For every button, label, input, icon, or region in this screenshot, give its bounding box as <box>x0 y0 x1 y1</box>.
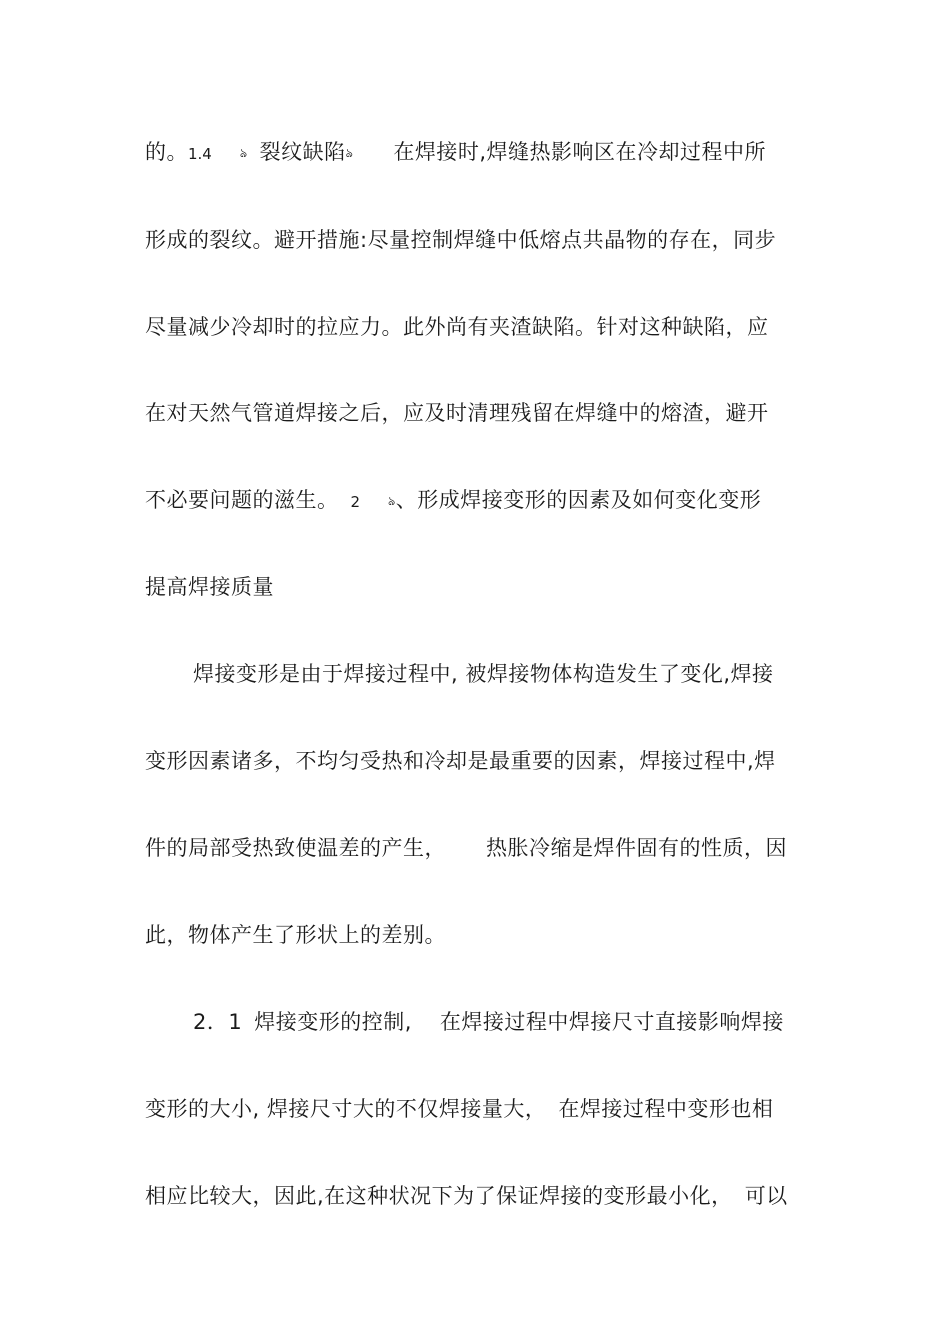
text-line-2 <box>145 220 810 260</box>
text-line-9 <box>145 828 810 868</box>
section-number: 2．1 <box>193 1010 243 1034</box>
section-heading: 、形成焊接变形的因素及如何变化变形 <box>395 488 762 512</box>
text-segment: 在对天然气管道焊接之后，应及时清理残留在焊缝中的熔渣，避开 <box>145 401 769 425</box>
text-segment: 件的局部受热致使温差的产生， <box>145 836 446 860</box>
bullet-glyph: ঌ <box>239 146 248 160</box>
text-segment: 此，物体产生了形状上的差别。 <box>145 923 446 947</box>
section-number: 1.4 <box>188 145 212 163</box>
text-line-12 <box>145 1089 810 1129</box>
section-heading: 提高焊接质量 <box>145 575 274 599</box>
text-line-1 <box>145 132 810 172</box>
text-segment: 尽量减少冷却时的拉应力。此外尚有夹渣缺陷。针对这种缺陷，应 <box>145 315 769 339</box>
section-heading: 焊接变形的控制, <box>254 1010 412 1034</box>
paragraph-start: 焊接变形是由于焊接过程中, 被焊接物体构造发生了变化,焊接 <box>193 662 774 686</box>
text-segment: 在焊接时,焊缝热影响区在冷却过程中所 <box>393 140 767 164</box>
text-segment: 不必要问题的滋生。 <box>145 488 339 512</box>
section-number: 2 <box>350 493 361 511</box>
text-segment: 在焊接过程中变形也相 <box>558 1097 774 1121</box>
text-line-13 <box>145 1176 810 1216</box>
text-line-5 <box>145 480 810 520</box>
text-segment: 变形的大小, 焊接尺寸大的不仅焊接量大， <box>145 1097 547 1121</box>
bullet-glyph: ঌ <box>388 494 396 508</box>
text-segment: 形成的裂纹。避开措施:尽量控制焊缝中低熔点共晶物的存在，同步 <box>145 228 777 252</box>
text-segment: 可以 <box>744 1184 788 1208</box>
text-line-8 <box>145 741 810 781</box>
text-line-6 <box>145 567 810 607</box>
text-line-11 <box>145 1002 810 1042</box>
text-segment: 的。 <box>145 140 188 164</box>
section-heading: 裂纹缺陷 <box>259 140 346 164</box>
bullet-glyph: ঌ <box>345 146 354 160</box>
text-line-4 <box>145 393 810 433</box>
text-segment: 变形因素诸多，不均匀受热和冷却是最重要的因素，焊接过程中,焊 <box>145 749 776 773</box>
text-line-7 <box>145 654 810 694</box>
text-line-10 <box>145 915 810 955</box>
text-line-3 <box>145 307 810 347</box>
text-segment: 在焊接过程中焊接尺寸直接影响焊接 <box>439 1010 784 1034</box>
text-segment: 热胀冷缩是焊件固有的性质，因 <box>486 836 787 860</box>
text-segment: 相应比较大，因此,在这种状况下为了保证焊接的变形最小化， <box>145 1184 733 1208</box>
